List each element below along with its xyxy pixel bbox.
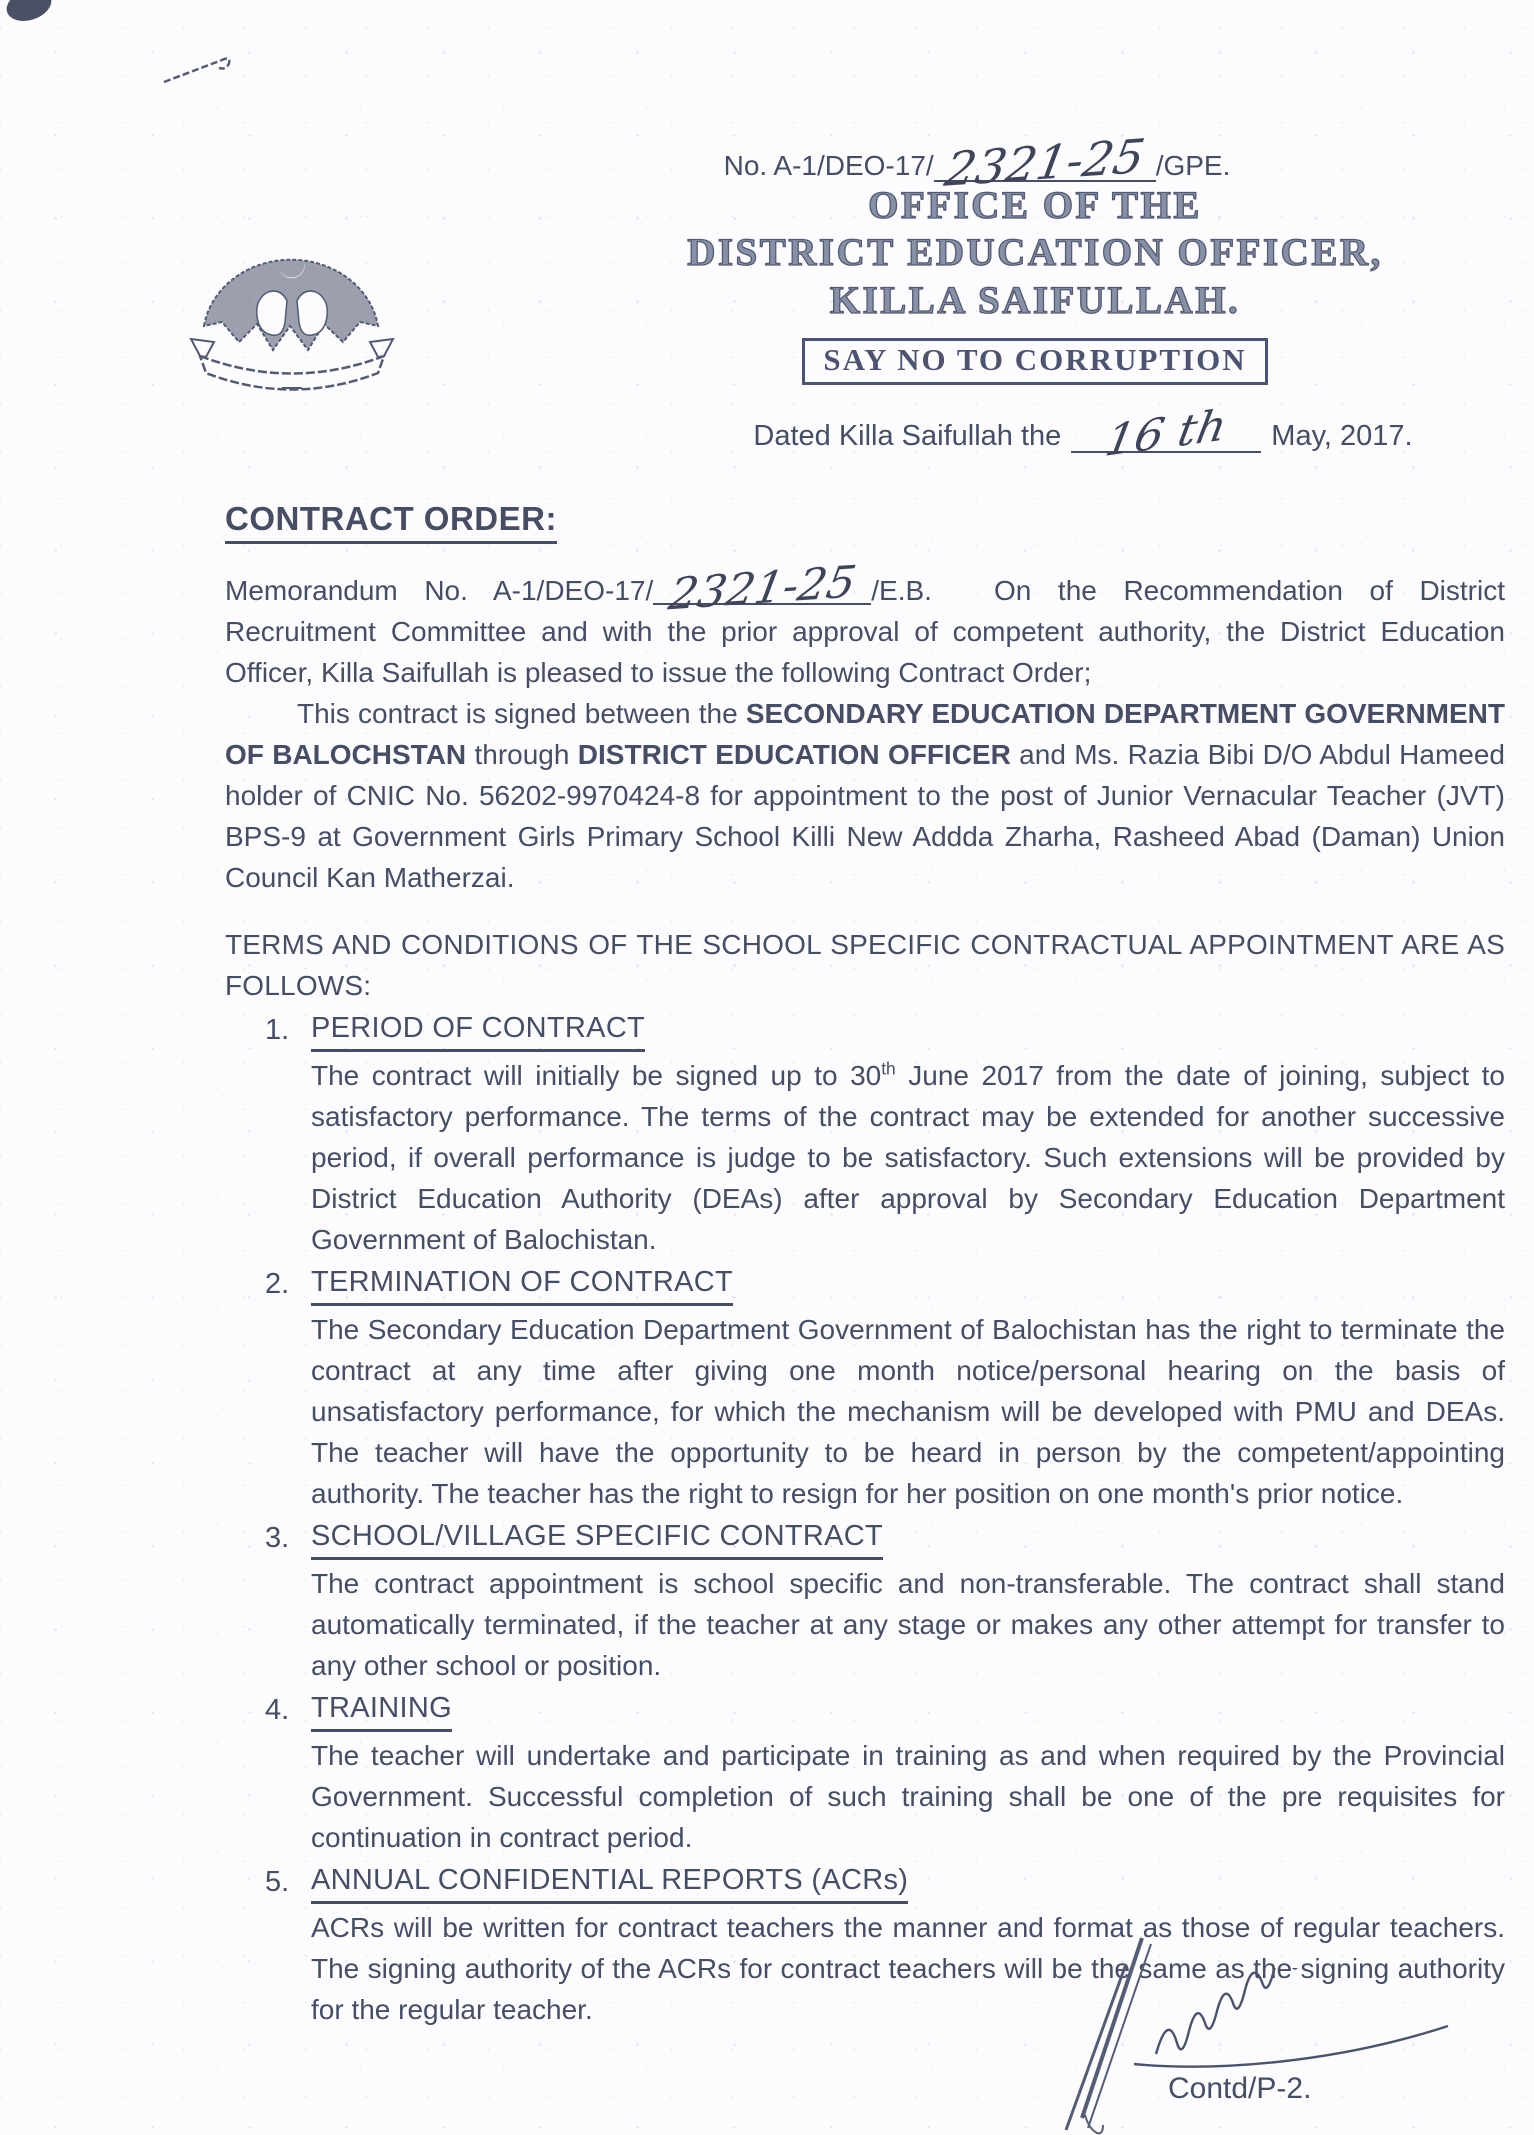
date-prefix: Dated Killa Saifullah the [753,419,1062,452]
memorandum-text: On the Recommendation of District Recruitment Committee and with the prior approval of competent authority, the District Education Officer, Killa Saifullah is pleased to issue the following Contract Order; [225,575,1505,688]
text-run: The contract will initially be signed up to 30 [311,1060,882,1091]
term-item-number: 5. [265,1866,290,1898]
date-blank [1071,400,1261,468]
government-education-emblem-icon [176,228,408,404]
memorandum-number-blank [653,556,871,621]
scan-corner-artifact [2,0,55,26]
signature-scrawl [1128,1968,1498,2078]
terms-list [225,1010,1505,2030]
term-item-heading: TRAINING [311,1690,452,1732]
office-title-line-2: DISTRICT EDUCATION OFFICER, [687,231,1383,275]
text-run: The Secondary Education Department Government of Balochistan has the right to terminate the contract at any time after giving one month notice/personal hearing on the basis of unsatisfactory performance, for which the mechanism will be developed with PMU and DEAs. The teacher will have the opportunity to be heard in person by the competent/appointing authority. The teacher has the right to resign for her position on one month's prior notice. [311,1314,1505,1509]
date-line [648,400,1518,468]
text-run: and Ms. Razia Bibi D/O Abdul Hameed holder of CNIC No. 56202-9970424-8 for appointment to the post of Junior Vernacular Teacher (JVT) BPS-9 at Government Girls Primary School Killi New Addda Zharha, Rasheed Abad (Daman) Union Council Kan Matherzai. [225,739,1505,893]
text-run: The teacher will undertake and participate in training as and when required by the Provincial Government. Successful completion of such training shall be one of the pre requisites for continuation in contract period. [311,1740,1505,1853]
term-item-heading: PERIOD OF CONTRACT [311,1010,645,1052]
reference-number-handwritten: 2321-25 [940,129,1149,198]
anti-corruption-slogan: SAY NO TO CORRUPTION [802,338,1267,385]
text-run: through [466,739,578,770]
term-item-body [311,1563,1505,1686]
document-title: CONTRACT ORDER: [225,500,557,544]
terms-heading: TERMS AND CONDITIONS OF THE SCHOOL SPECIFIC CONTRACTUAL APPOINTMENT ARE AS FOLLOWS: [225,929,1505,1001]
reference-number-blank [934,129,1156,198]
text-run: ACRs will be written for contract teachers the manner and format as those of regular teachers. The signing authority of the ACRs for contract teachers will be the same as the signing authority for the regular teacher. [311,1912,1505,2025]
term-item-body [311,1309,1505,1514]
date-handwritten: 16 th [1101,400,1232,468]
office-title-line-3: KILLA SAIFULLAH. [829,278,1241,322]
term-item-4 [225,1690,1505,1858]
date-suffix: May, 2017. [1271,419,1413,452]
agreement-paragraph [225,693,1505,898]
office-title-line-1: OFFICE OF THE [868,183,1202,227]
term-item-heading: TERMINATION OF CONTRACT [311,1264,733,1306]
memorandum-paragraph [225,556,1505,693]
term-item-body [311,1735,1505,1858]
term-item-2 [225,1264,1505,1514]
letterhead [600,129,1470,468]
term-item-number: 2. [265,1268,290,1300]
term-item-body [311,1055,1505,1260]
stray-pen-mark [158,42,254,88]
emphasized-text: DISTRICT EDUCATION OFFICER [577,739,1011,770]
text-run: This contract is signed between the [297,698,746,729]
term-item-number: 3. [265,1522,290,1554]
term-item-number: 1. [265,1014,290,1046]
reference-number-line [542,129,1412,198]
emphasized-text: SECONDARY EDUCATION DEPARTMENT GOVERNMENT OF BALOCHSTAN [225,698,1506,770]
reference-number-prefix: No. A-1/DEO-17/ [723,149,934,181]
text-run: The contract appointment is school specific and non-transferable. The contract shall stand automatically terminated, if the teacher at any stage or makes any other attempt for transfer to any other school or position. [311,1568,1505,1681]
continuation-note: Contd/P-2. [1168,2072,1312,2105]
memorandum-prefix: Memorandum No. A-1/DEO-17/ [225,575,654,606]
text-run: th [881,1058,896,1079]
term-item-heading: SCHOOL/VILLAGE SPECIFIC CONTRACT [311,1518,883,1560]
memorandum-number-handwritten: 2321-25 [664,556,860,621]
reference-number-suffix: /GPE. [1155,149,1231,181]
text-run: June 2017 from the date of joining, subject to satisfactory performance. The terms of the contract may be extended for another successive period, if overall performance is judge to be satisfactory. Such extensions will be provided by District Education Authority (DEAs) after approval by Secondary Education Department Government of Balochistan. [311,1060,1505,1255]
term-item-heading: ANNUAL CONFIDENTIAL REPORTS (ACRs) [311,1862,908,1904]
term-item-1 [225,1010,1505,1260]
memorandum-suffix: /E.B. [871,575,932,606]
term-item-3 [225,1518,1505,1686]
document-body [225,500,1505,2030]
term-item-number: 4. [265,1694,290,1726]
